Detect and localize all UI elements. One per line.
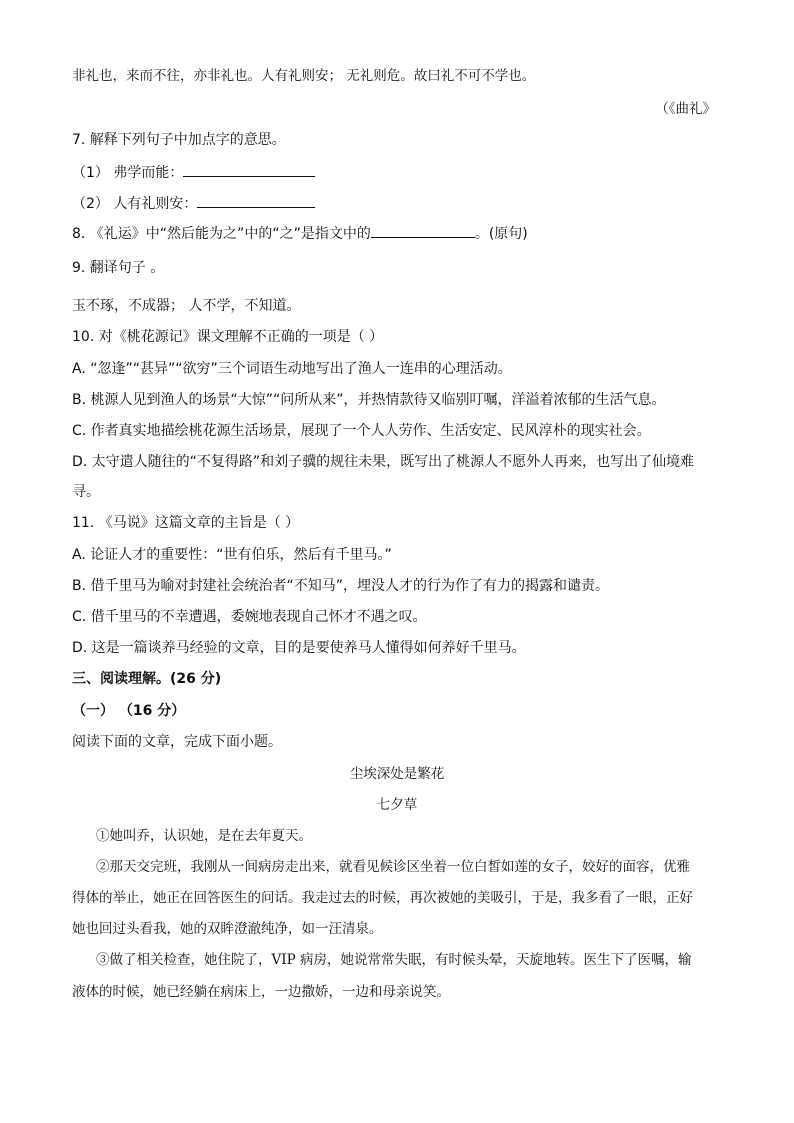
paragraph-2-line-1: ②那天交完班，我刚从一间病房走出来，就看见候诊区坐着一位白皙如莲的女子，姣好的面容，优雅 (96, 859, 690, 875)
q11-option-c: C. 借千里马的不幸遭遇，委婉地表现自己怀才不遇之叹。 (72, 609, 427, 625)
q10-stem: 10. 对《桃花源记》课文理解不正确的一项是（ ） (72, 329, 384, 345)
reading-instruction: 阅读下面的文章，完成下面小题。 (72, 734, 282, 750)
article-author: 七夕草 (376, 797, 418, 813)
section-heading: 三、阅读理解。(26 分) (72, 671, 222, 687)
quote-line: 非礼也，来而不往，亦非礼也。人有礼则安； 无礼则危。故曰礼不可不学也。 (72, 68, 536, 84)
quote-source: （《曲礼》 (655, 101, 716, 117)
q8 (72, 223, 528, 244)
paragraph-2-line-3: 她也回过头看我，她的双眸澄澈纯净，如一汪清泉。 (72, 921, 383, 937)
q10-option-c: C. 作者真实地描绘桃花源生活场景，展现了一个人人劳作、生活安定、民风淳朴的现实社会。 (72, 423, 651, 439)
q7-item2 (72, 193, 315, 214)
q7-stem: 7. 解释下列句子中加点字的意思。 (72, 132, 286, 148)
q10-option-d-cont: 寻。 (72, 484, 100, 500)
answer-blank[interactable] (183, 162, 315, 177)
q11-option-a: A. 论证人才的重要性：“世有伯乐，然后有千里马。” (72, 547, 392, 563)
paragraph-2-line-2: 得体的举止，她正在回答医生的问话。我走过去的时候，再次被她的美吸引，于是，我多看了一眼，正好 (72, 890, 693, 906)
q11-stem: 11. 《马说》这篇文章的主旨是（ ） (72, 515, 300, 531)
q11-option-d: D. 这是一篇谈养马经验的文章，目的是要使养马人懂得如何养好千里马。 (72, 640, 526, 656)
q10-option-b: B. 桃源人见到渔人的场景“大惊”“问所从来”，并热情款待又临别叮嘱，洋溢着浓郁的生活气息。 (72, 392, 666, 408)
q10-option-d: D. 太守遣人随往的“不复得路”和刘子骥的规往未果，既写出了桃源人不愿外人再来，也写出了仙境难 (72, 454, 695, 470)
answer-blank[interactable] (371, 223, 475, 238)
q7-item1 (72, 162, 315, 183)
subsection-heading: （一） （16 分） (72, 703, 186, 719)
q11-option-b: B. 借千里马为喻对封建社会统治者“不知马”，埋没人才的行为作了有力的揭露和谴责。 (72, 578, 610, 594)
article-title: 尘埃深处是繁花 (349, 766, 445, 782)
paragraph-3-line-2: 液体的时候，她已经躺在病床上，一边撒娇，一边和母亲说笑。 (72, 984, 450, 1000)
q9-stem: 9. 翻译句子 。 (72, 260, 165, 276)
paragraph-3-line-1: ③做了相关检查，她住院了，VIP 病房，她说常常失眠，有时候头晕，天旋地转。医生下了医嘱，输 (96, 952, 692, 968)
q7-item1-label: （1） 弗学而能： (72, 165, 184, 181)
q7-item2-label: （2） 人有礼则安： (72, 196, 198, 212)
q8-part1: 8. 《礼运》中“然后能为之”中的“之”是指文中的 (72, 226, 371, 242)
q9-sentence: 玉不琢，不成器； 人不学，不知道。 (72, 298, 301, 314)
q10-option-a: A. “忽逢”“甚异”“欲穷”三个词语生动地写出了渔人一连串的心理活动。 (72, 361, 512, 377)
paragraph-1: ①她叫乔，认识她，是在去年夏天。 (96, 828, 312, 844)
q8-part2: 。(原句) (474, 226, 528, 242)
answer-blank[interactable] (197, 193, 315, 208)
